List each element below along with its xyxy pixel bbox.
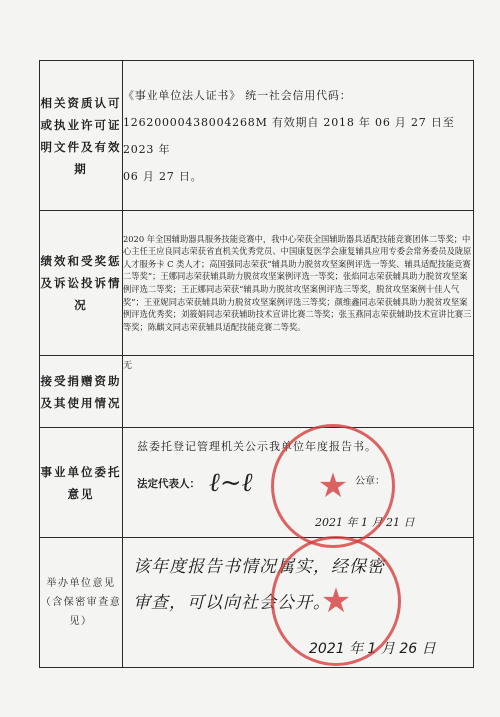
- legal-rep-label: 法定代表人：: [137, 478, 200, 490]
- sponsor-label: 举办单位意见（含保密审查意见）: [40, 538, 123, 668]
- awards-text: 2020 年全国辅助器具服务技能竞赛中，我中心荣获全国辅助器具适配技能竞赛团体二等奖；中心主任王应良同志荣获省直机关优秀党员、中国康复医学会康复辅具应用专委会常务委员及陇原人才服务卡 C 类人才；高国强同志荣获“辅具助力脱贫攻坚案例评选一等奖、辅具适配技能竞赛二等奖”；王娜同志荣获辅具助力脱贫攻坚案例评选一等奖；张焰同志荣获辅具助力脱贫攻坚案例评选二等奖；王正娜同志荣获“辅具助力脱贫攻坚案例评选三等奖，脱贫攻坚案例十佳人气奖”；王亚妮同志荣获辅具助力脱贫攻坚案例评选三等奖；颜维鑫同志荣获辅具助力脱贫攻坚案例评选优秀奖；刘筱娟同志荣获辅助技术宣讲比赛二等奖；张玉燕同志荣获辅助技术宣讲比赛三等奖；陈麒文同志荣获辅具适配技能竞赛二等奖。: [123, 211, 474, 356]
- license-label: 相关资质认可或执业许可证明文件及有效期: [40, 61, 123, 211]
- license-value: [123, 61, 474, 211]
- license-line-3: 06 月 27 日。: [123, 169, 203, 183]
- entrust-date: 2021 年 1 月 21 日: [315, 516, 415, 529]
- report-form-table: [39, 60, 474, 668]
- sponsor-opinion-line-2: 审查，可以向社会公开。: [133, 593, 331, 613]
- license-line-2: 12620000438004268M 有效期自 2018 年 06 月 27 日至 2023 年: [123, 115, 455, 156]
- seal-star-icon: ★: [317, 466, 349, 506]
- awards-label: 绩效和受奖惩及诉讼投诉情况: [40, 211, 123, 356]
- entrust-cell: [123, 428, 474, 538]
- legal-rep-signature: ℓ~ℓ: [209, 468, 253, 498]
- sponsor-opinion-line-1: 该年度报告书情况属实，经保密: [133, 557, 385, 577]
- sponsor-seal: [271, 536, 401, 666]
- seal-label: 公章：: [355, 476, 385, 487]
- donations-label: 接受捐赠资助及其使用情况: [40, 356, 123, 428]
- license-line-1: 《事业单位法人证书》 统一社会信用代码：: [123, 88, 352, 102]
- sponsor-seal-star-icon: ★: [320, 581, 352, 621]
- entrust-text: 兹委托登记管理机关公示我单位年度报告书。: [137, 440, 377, 453]
- donations-text: 无: [123, 356, 474, 428]
- sponsor-date: 2021 年 1 月 26 日: [309, 641, 436, 657]
- institution-seal: [271, 424, 395, 548]
- sponsor-cell: [123, 538, 474, 668]
- entrust-label: 事业单位委托意见: [40, 428, 123, 538]
